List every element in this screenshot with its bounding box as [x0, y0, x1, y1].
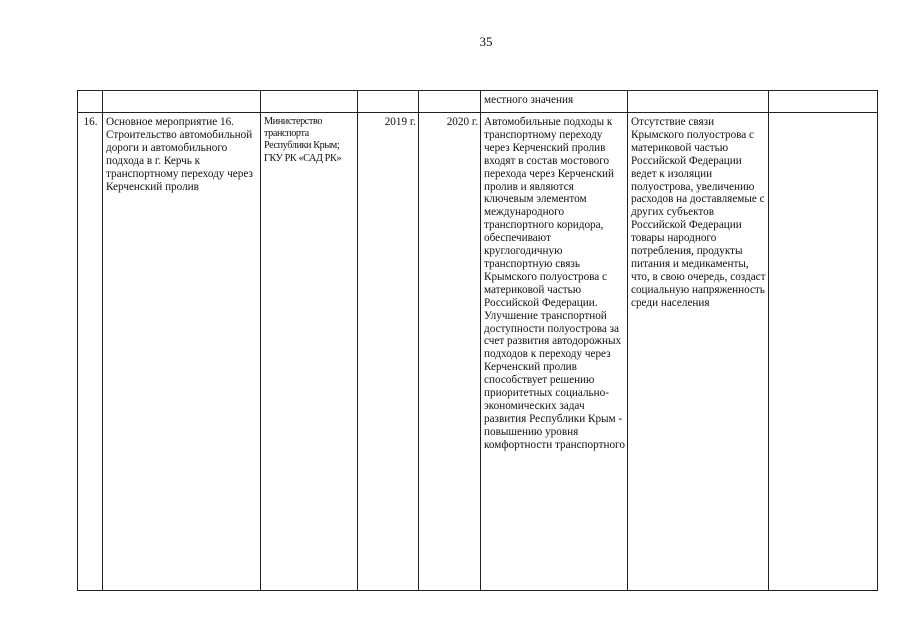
- table-row: [78, 113, 878, 591]
- cell-empty: [769, 91, 878, 113]
- cell-empty: [103, 91, 261, 113]
- row-number: 16.: [78, 113, 103, 591]
- responsible-executor: Министерство транспорта Республики Крым; ГКУ РК «САД РК»: [261, 113, 358, 591]
- end-year: 2020 г.: [419, 113, 481, 591]
- cell-empty: [261, 91, 358, 113]
- notes-cell: [769, 113, 878, 591]
- cell-empty: [628, 91, 769, 113]
- cell-empty: [419, 91, 481, 113]
- cell-empty: [358, 91, 419, 113]
- measure-name: Основное мероприятие 16. Строительство автомобильной дороги и автомобильного подхода в г. Керчь к транспортному переходу через Керченский пролив: [103, 113, 261, 591]
- continuation-row: [78, 91, 878, 113]
- expected-result: Автомобильные подходы к транспортному переходу через Керченский пролив входят в состав мостового перехода через Керченский пролив и являются ключевым элементом международного транспортного коридора, обеспечивают круглогодичную транспортную связь Крымского полуострова с материковой частью Российской Федерации. Улучшение транспортной доступности полуострова за счет развития автодорожных подходов к переходу через Керченский пролив способствует решению приоритетных социально-экономических задач развития Республики Крым - повышению уровня комфортности транспортного: [481, 113, 628, 591]
- measures-table: [77, 90, 878, 591]
- page-number: 35: [479, 34, 493, 49]
- cell-result-continued: местного значения: [481, 91, 628, 113]
- cell-empty: [78, 91, 103, 113]
- non-implementation-consequences: Отсутствие связи Крымского полуострова с материковой частью Российской Федерации ведет к изоляции полуострова, увеличению расходов на доставляемые с других субъектов Российской Федерации товары народного потребления, продукты питания и медикаменты, что, в свою очередь, создаст социальную напряженность среди населения: [628, 113, 769, 591]
- start-year: 2019 г.: [358, 113, 419, 591]
